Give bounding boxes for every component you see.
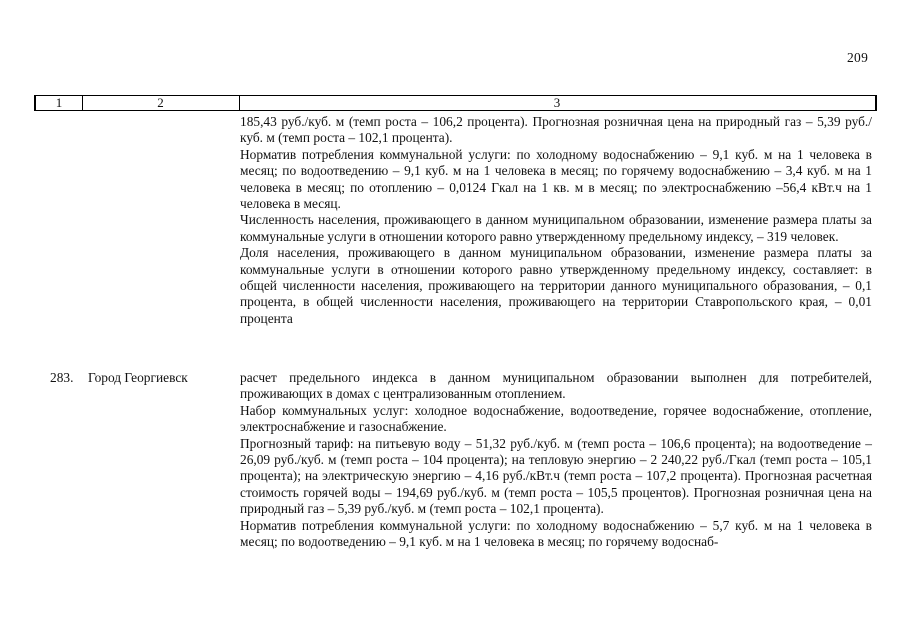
paragraph: Набор коммунальных услуг: холодное водоснабжение, водоотведение, горячее водоснабжение, отопление, электроснабжение и газоснабжение.: [240, 402, 872, 435]
table-header-row: [34, 95, 877, 111]
continued-entry-text: [240, 114, 872, 327]
header-cell-1: 1: [55, 95, 63, 110]
header-cell-2: 2: [157, 95, 164, 110]
paragraph: Численность населения, проживающего в данном муниципальном образовании, изменение размера платы за коммунальные услуги в отношении которого равно утвержденному предельному индексу, – 319 человек.: [240, 212, 872, 244]
header-cell-3: 3: [553, 95, 561, 110]
paragraph: 185,43 руб./куб. м (темп роста – 106,2 процента). Прогнозная розничная цена на природный газ – 5,39 руб./куб. м (темп роста – 102,1 процента).: [240, 114, 872, 146]
page-number: 209: [847, 50, 869, 65]
paragraph: Норматив потребления коммунальной услуги: по холодному водоснабжению – 9,1 куб. м на 1 человека в месяц; по водоотведению – 9,1 куб. м на 1 человека в месяц; по горячему водоснабжению – 3,4 куб. м на 1 человека в месяц; по отоплению – 0,0124 Гкал на 1 кв. м в месяц; по электроснабжению –56,4 кВт.ч на 1 человека в месяц.: [240, 146, 872, 212]
paragraph: Прогнозный тариф: на питьевую воду – 51,32 руб./куб. м (темп роста – 106,6 процента); на водоотведение – 26,09 руб./куб. м (темп роста – 104 процента); на тепловую энергию – 2 240,22 руб./Гкал (темп роста – 105,1 процента); на электрическую энергию – 4,16 руб./кВт.ч (темп роста – 107,2 процента). Прогнозная расчетная стоимость горячей воды – 194,69 руб./куб. м (темп роста – 105,5 процентов). Прогнозная розничная цена на природный газ – 5,39 руб./куб. м (темп роста – 102,1 процента).: [240, 435, 872, 517]
entry-number: 283.: [50, 370, 74, 385]
paragraph: Норматив потребления коммунальной услуги: по холодному водоснабжению – 5,7 куб. м на 1 человека в месяц; по водоотведению – 9,1 куб. м на 1 человека в месяц; по горячему водоснаб-: [240, 517, 872, 550]
entry-text: [240, 370, 872, 550]
paragraph: Доля населения, проживающего в данном муниципальном образовании, изменение размера платы за коммунальные услуги в отношении которого равно утвержденному предельному индексу, составляет: в общей численности населения, проживающего на территории данного муниципального образования, – 0,1 процента, в общей численности населения, проживающего на территории Ставропольского края, – 0,01 процента: [240, 245, 872, 326]
paragraph: расчет предельного индекса в данном муниципальном образовании выполнен для потребителей, проживающих в домах с централизованным отоплением.: [240, 370, 872, 402]
entry-city: Город Георгиевск: [88, 370, 188, 385]
